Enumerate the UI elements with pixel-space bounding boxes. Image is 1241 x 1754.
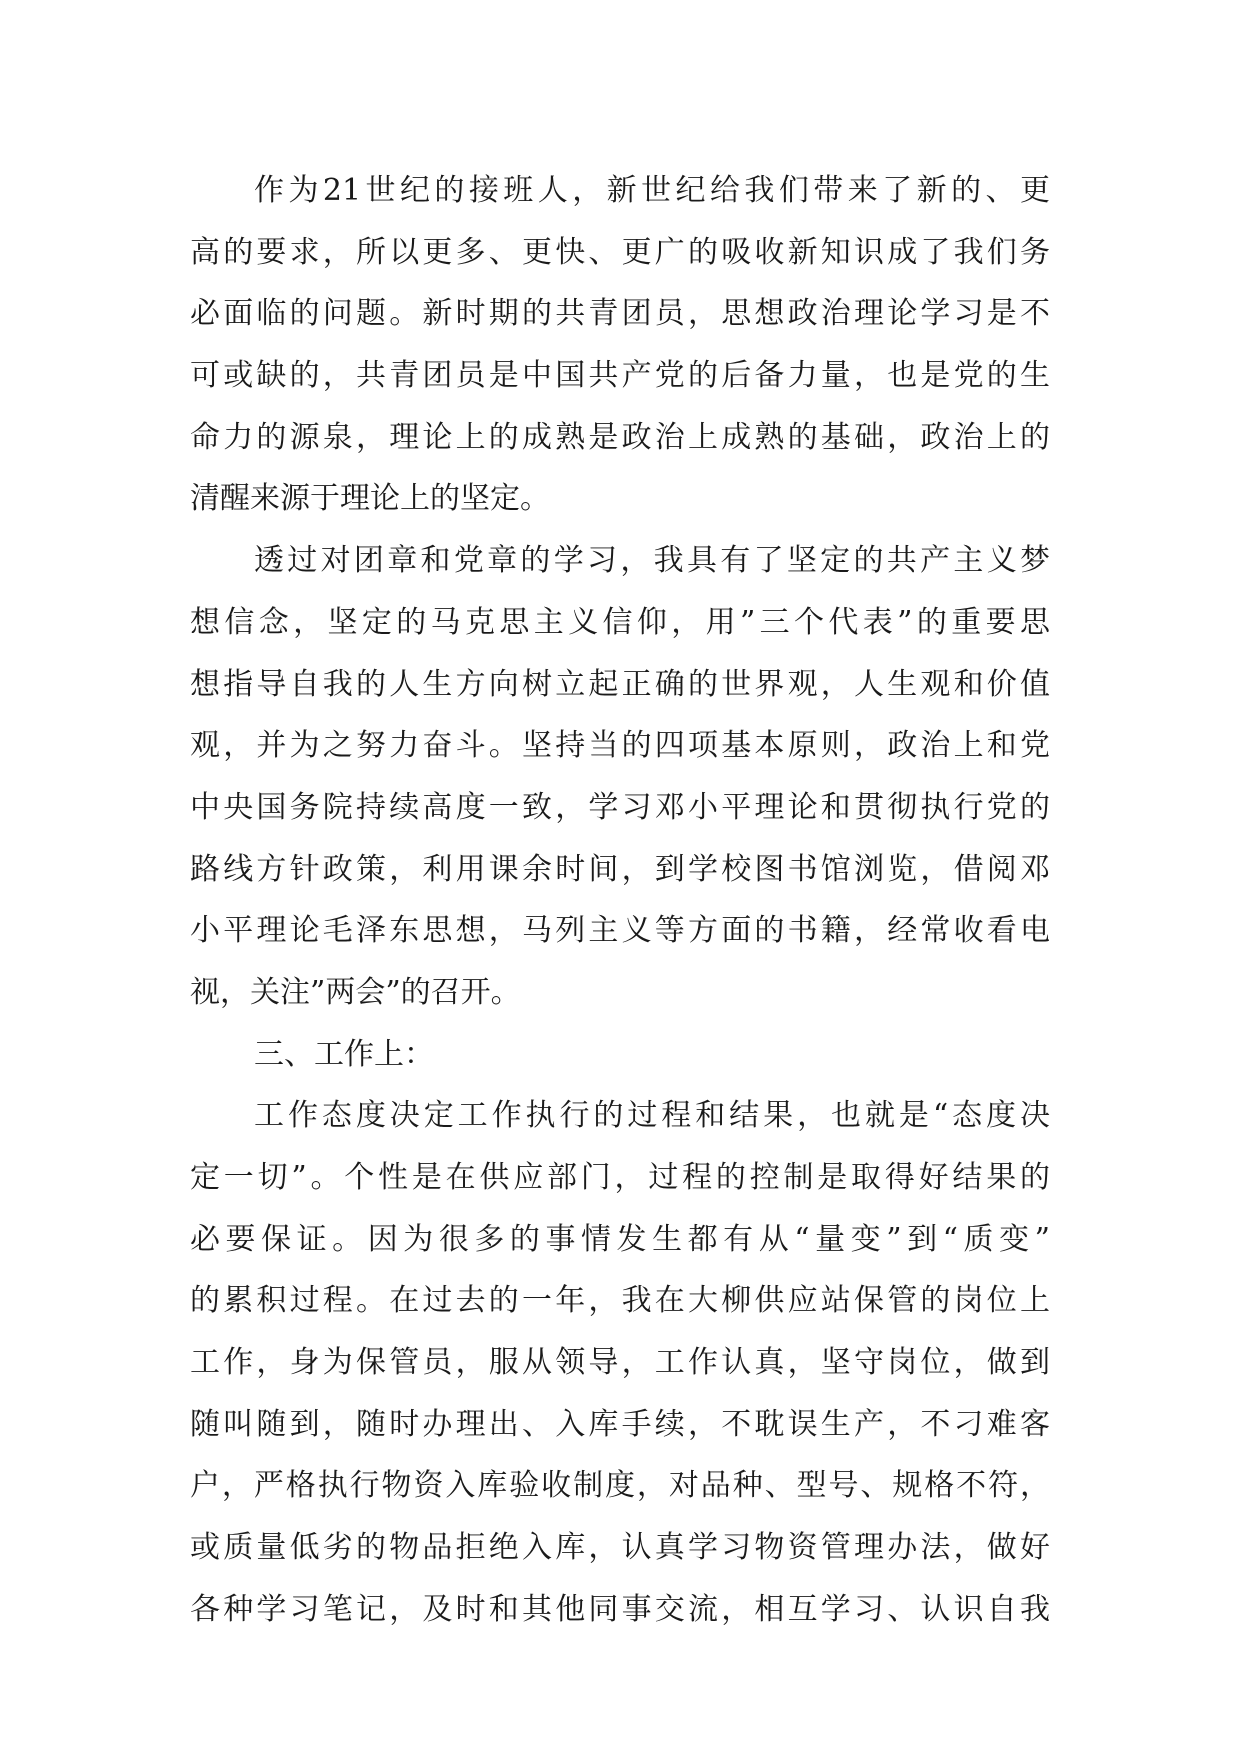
text-line: 高的要求，所以更多、更快、更广的吸收新知识成了我们务 — [190, 234, 1050, 270]
text-line: 的累积过程。在过去的一年，我在大柳供应站保管的岗位上 — [190, 1283, 1050, 1319]
text-line: 透过对团章和党章的学习，我具有了坚定的共产主义梦 — [254, 543, 1050, 579]
body-text — [190, 160, 1050, 1641]
text-line: 视，关注”两会”的召开。 — [190, 974, 521, 1010]
paragraph-1 — [190, 160, 1050, 530]
text-line: 命力的源泉，理论上的成熟是政治上成熟的基础，政治上的 — [190, 419, 1050, 455]
text-line: 随叫随到，随时办理出、入库手续，不耽误生产，不刁难客 — [190, 1406, 1050, 1442]
text-line: 想指导自我的人生方向树立起正确的世界观，人生观和价值 — [190, 666, 1050, 702]
text-line: 必要保证。因为很多的事情发生都有从“量变”到“质变” — [190, 1221, 1050, 1257]
section-heading — [190, 1024, 1050, 1086]
text-line: 户，严格执行物资入库验收制度，对品种、型号、规格不符， — [190, 1468, 1050, 1504]
paragraph-3 — [190, 1085, 1050, 1640]
section-heading-text: 三、工作上： — [254, 1036, 434, 1072]
text-line: 作为21世纪的接班人，新世纪给我们带来了新的、更 — [254, 173, 1050, 208]
text-line: 必面临的问题。新时期的共青团员，思想政治理论学习是不 — [190, 296, 1050, 332]
text-line: 各种学习笔记，及时和其他同事交流，相互学习、认识自我 — [190, 1591, 1050, 1627]
text-line: 可或缺的，共青团员是中国共产党的后备力量，也是党的生 — [190, 358, 1050, 394]
text-line: 想信念，坚定的马克思主义信仰，用”三个代表”的重要思 — [190, 604, 1050, 640]
text-line: 观，并为之努力奋斗。坚持当的四项基本原则，政治上和党 — [190, 728, 1050, 764]
text-line: 定一切”。个性是在供应部门，过程的控制是取得好结果的 — [190, 1160, 1050, 1195]
text-line: 工作，身为保管员，服从领导，工作认真，坚守岗位，做到 — [190, 1345, 1050, 1381]
text-line: 小平理论毛泽东思想，马列主义等方面的书籍，经常收看电 — [190, 913, 1050, 949]
text-line: 路线方针政策，利用课余时间，到学校图书馆浏览，借阅邓 — [190, 851, 1050, 887]
text-line: 或质量低劣的物品拒绝入库，认真学习物资管理办法，做好 — [190, 1530, 1050, 1566]
text-line: 工作态度决定工作执行的过程和结果，也就是“态度决 — [254, 1098, 1050, 1134]
text-line: 中央国务院持续高度一致，学习邓小平理论和贯彻执行党的 — [190, 789, 1050, 825]
paragraph-2 — [190, 530, 1050, 1024]
text-line: 清醒来源于理论上的坚定。 — [190, 481, 550, 517]
